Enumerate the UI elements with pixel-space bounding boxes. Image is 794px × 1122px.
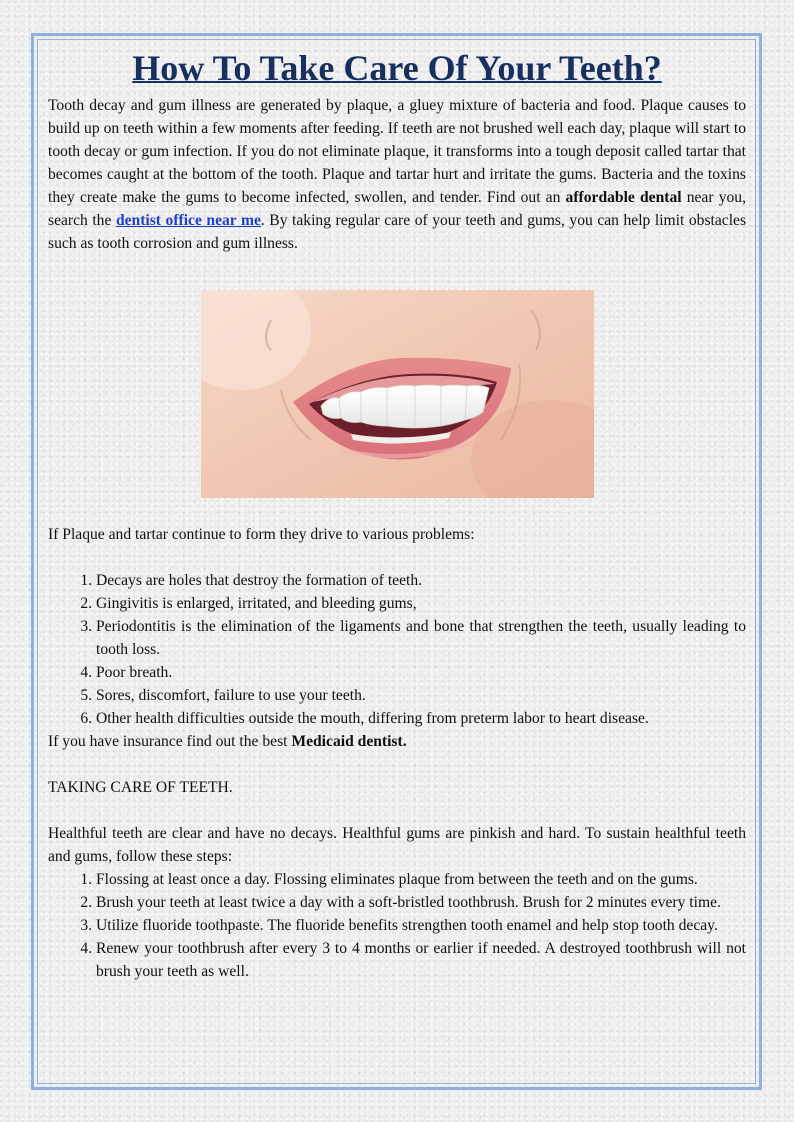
problems-intro: If Plaque and tartar continue to form they drive to various problems: (48, 526, 475, 543)
intro-text-3: . By taking regular care of your teeth and gums, you can help limit obstacles such as tooth corrosion and gum illness. (48, 212, 747, 252)
problems-list (48, 569, 746, 730)
dentist-office-link[interactable]: dentist office near me (115, 212, 261, 229)
list-item: 1. Flossing at least once a day. Flossing eliminates plaque from between the teeth and on the gums. (96, 868, 746, 891)
list-item: 1. Decays are holes that destroy the formation of teeth. (96, 569, 746, 592)
page-title: How To Take Care Of Your Teeth? (132, 48, 662, 88)
care-intro: Healthful teeth are clear and have no decays. Healthful gums are pinkish and hard. To sustain healthful teeth and gums, follow these steps: (48, 825, 746, 865)
intro-text-1: Tooth decay and gum illness are generated by plaque, a gluey mixture of bacteria and food. Plaque causes to build up on teeth within a few moments after feeding. If teeth are not brushed well each day, plaque will start to tooth decay or gum infection. If you do not eliminate plaque, it transforms into a tough deposit called tartar that becomes caught at the bottom of the tooth. Plaque and tartar hurt and irritate the gums. Bacteria and the toxins they create make the gums to become infected, swollen, and tender. Find out an (48, 97, 746, 206)
insurance-paragraph (48, 730, 746, 753)
list-item: 5. Sores, discomfort, failure to use your teeth. (96, 684, 746, 707)
section-heading: TAKING CARE OF TEETH. (48, 779, 233, 796)
list-item: 2. Brush your teeth at least twice a day with a soft-bristled toothbrush. Brush for 2 minutes every time. (96, 891, 746, 914)
document-body (48, 46, 746, 983)
list-item: 3. Periodontitis is the elimination of the ligaments and bone that strengthen the teeth, usually leading to tooth loss. (96, 615, 746, 661)
care-steps-list (48, 868, 746, 983)
medicaid-dentist-bold: Medicaid dentist. (291, 733, 407, 750)
affordable-dental-bold: affordable dental (565, 189, 682, 206)
intro-paragraph (48, 94, 746, 255)
list-item: 3. Utilize fluoride toothpaste. The fluoride benefits strengthen tooth enamel and help stop tooth decay. (96, 914, 746, 937)
insurance-text: If you have insurance find out the best (48, 733, 292, 750)
smiling-mouth-photo (201, 290, 594, 498)
list-item: 2. Gingivitis is enlarged, irritated, and bleeding gums, (96, 592, 746, 615)
list-item: 6. Other health difficulties outside the mouth, differing from preterm labor to heart disease. (96, 707, 746, 730)
intro-text-2: near you, search the (48, 189, 746, 229)
list-item: 4. Renew your toothbrush after every 3 to 4 months or earlier if needed. A destroyed toothbrush will not brush your teeth as well. (96, 937, 746, 983)
list-item: 4. Poor breath. (96, 661, 746, 684)
